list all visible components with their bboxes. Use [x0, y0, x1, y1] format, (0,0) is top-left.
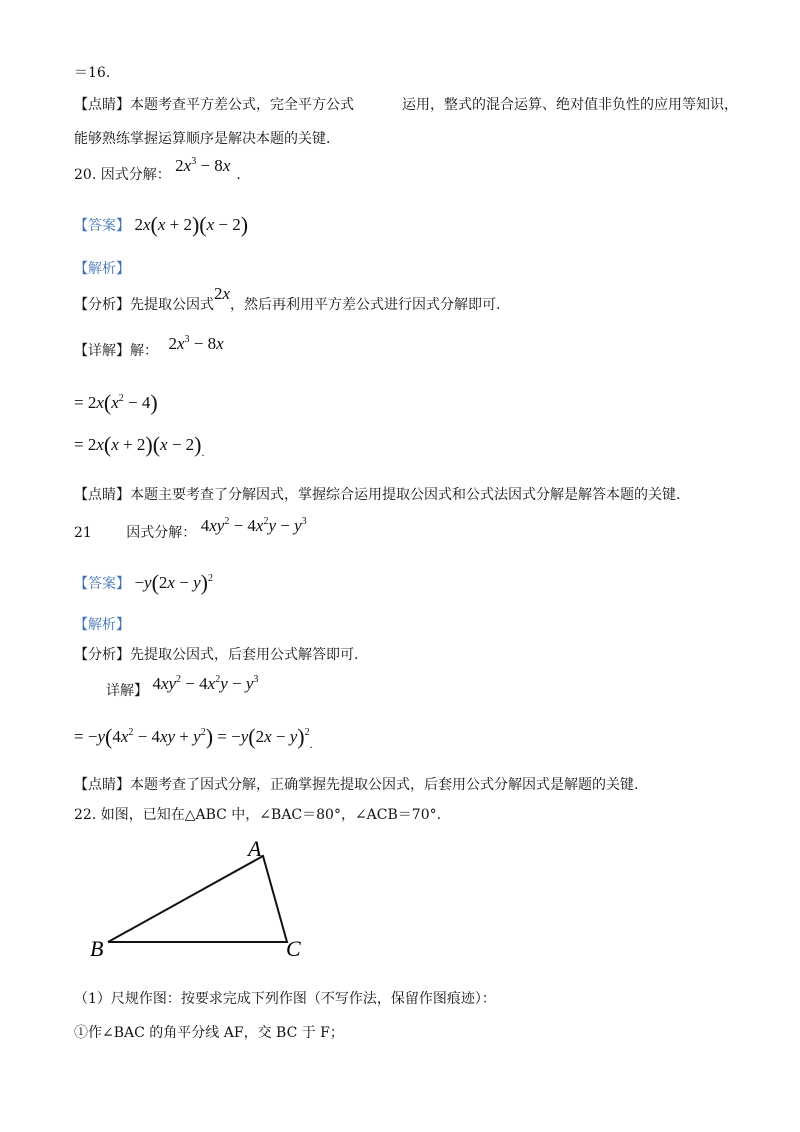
q22-part1: （1）尺规作图：按要求完成下列作图（不写作法，保留作图痕迹）： — [74, 991, 496, 1007]
q21-number: 21 — [74, 525, 92, 541]
q21-detail-label: 详解】 — [106, 683, 148, 699]
q20-fenxi-text: 【分析】先提取公因式 — [74, 297, 214, 313]
dianjing-previous-middle: 运用，整式的混合运算、绝对值非负性的应用等知识， — [402, 97, 738, 113]
q21-detail — [106, 674, 259, 700]
triangle-abc — [108, 856, 287, 942]
vertex-label-b: B — [90, 936, 104, 961]
q20-dianjing: 【点睛】本题主要考查了分解因式，掌握综合运用提取公因式和公式法因式分解是解答本题的关键. — [74, 487, 681, 503]
triangle-figure — [80, 832, 340, 962]
dianjing-previous-line1 — [74, 94, 738, 114]
q20-fenxi-factor: 2x — [214, 284, 231, 303]
q22-intro: 22. 如图，已知在△ABC 中，∠BAC＝80°，∠ACB＝70°. — [74, 807, 442, 823]
q20-answer-label: 【答案】 — [74, 218, 130, 234]
q20-fenxi — [74, 284, 501, 314]
q20-number: 20. 因式分解： — [74, 167, 171, 183]
q22-step1: ①作∠BAC 的角平分线 AF，交 BC 于 F； — [74, 1025, 344, 1041]
q21-question — [74, 516, 307, 542]
q20-step1: = $2x(x^2 - 4)$ — [74, 390, 158, 415]
dianjing-previous-line2: 能够熟练掌握运算顺序是解决本题的关键. — [74, 131, 331, 147]
q20-step2: = $2x(x + 2)(x - 2)_.$ — [74, 432, 205, 459]
q20-analysis-label: 【解析】 — [74, 261, 130, 277]
q20-detail-label: 【详解】解： — [74, 343, 158, 359]
q20-answer-expression: 2x(x + 2)(x − 2) — [134, 212, 249, 237]
q21-answer-label: 【答案】 — [74, 576, 130, 592]
q21-answer-expression: $-y(2x - y)^2$ — [134, 570, 213, 595]
q21-analysis-label: 【解析】 — [74, 617, 130, 633]
q21-fenxi: 【分析】先提取公因式，后套用公式解答即可. — [74, 647, 359, 663]
q20-question: 20. 因式分解： $2x^3 - 8x$ . — [74, 156, 241, 183]
q21-step1: = $-y(4x^2 - 4xy + y^2) = -y(2x - y)^2_.$ — [74, 724, 313, 751]
q21-expression: $4xy^2 - 4x^2y - y^3$ — [200, 516, 307, 535]
q20-answer — [74, 212, 248, 238]
q21-detail-expression: $4xy^2 - 4x^2y - y^3$ — [152, 674, 259, 693]
q20-expression: $2x^3 - 8x$ — [175, 156, 231, 175]
q20-fenxi-tail: ，然后再利用平方差公式进行因式分解即可. — [230, 297, 501, 313]
q21-dianjing: 【点睛】本题考查了因式分解，正确掌握先提取公因式，后套用公式分解因式是解题的关键. — [74, 777, 639, 793]
vertex-label-c: C — [286, 936, 301, 961]
q21-answer — [74, 570, 213, 596]
dianjing-previous-prefix: 【点睛】本题考查平方差公式，完全平方公式 — [74, 97, 354, 113]
vertex-label-a: A — [248, 836, 262, 861]
q20-detail — [74, 334, 224, 360]
q21-prompt: 因式分解： — [126, 525, 197, 541]
q20-detail-expression: $2x^3 - 8x$ — [168, 334, 224, 353]
previous-result: ＝16. — [74, 65, 111, 81]
